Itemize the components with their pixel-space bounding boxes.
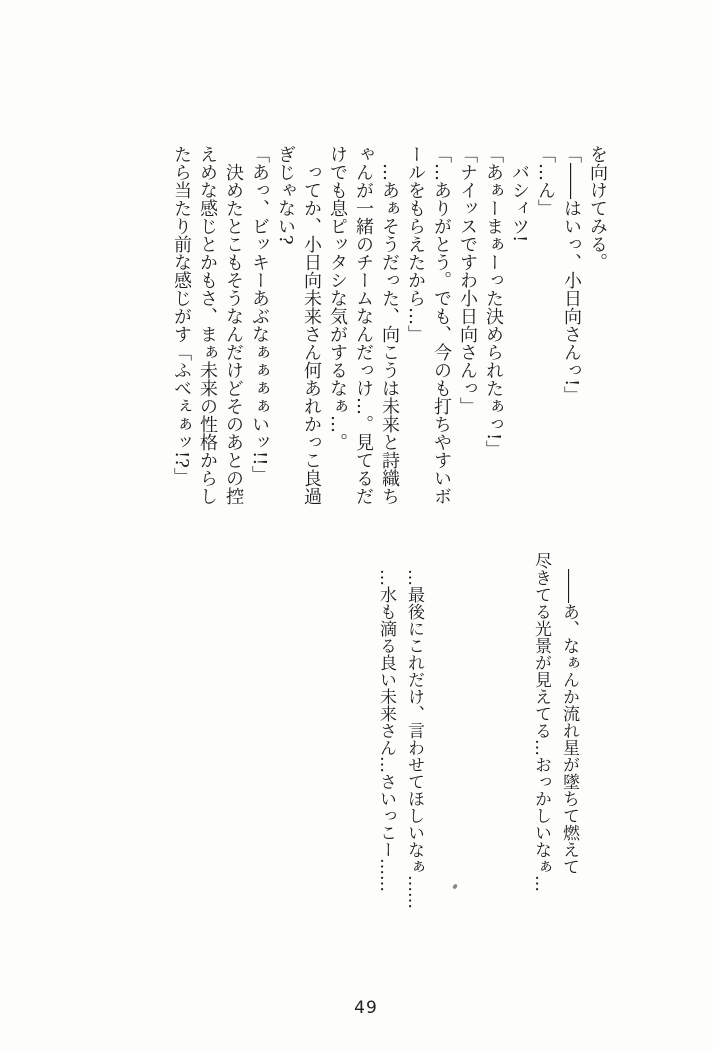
text-line: ――あ、なぁんか流れ星が墜ちて燃えて xyxy=(559,569,579,875)
text-line: …最後にこれだけ、言わせてほしいなぁ…… xyxy=(404,569,424,909)
top-text-block xyxy=(168,145,610,565)
text-line: ってか、小日向未来さん何あれかっこ良過 xyxy=(301,163,322,505)
text-line: を向けてみる。 xyxy=(587,145,608,271)
text-line: …あぁそうだった、向こうは未来と詩織ち xyxy=(379,163,400,505)
text-line: 決めたとこもそうなんだけどそのあとの控 xyxy=(223,163,244,505)
ink-speck xyxy=(452,883,457,889)
text-line: けでも息ピッタシな気がするなぁ…。 xyxy=(327,145,348,451)
text-line: ぎじゃない? xyxy=(275,145,296,245)
text-line: …水も滴る良い未来さん…さいっこー…… xyxy=(376,569,396,892)
text-line: たら当たり前な感じがす「ふべぇぁッ!?」 xyxy=(171,145,192,486)
monologue-block-left xyxy=(372,552,428,952)
text-line: えめな感じとかもさ、まぁ未来の性格からし xyxy=(197,145,218,505)
text-line: 「ナイッスですわ小日向さんっ」 xyxy=(457,145,478,415)
text-line: ゃんが一緒のチームなんだっけ…。見てるだ xyxy=(353,145,374,505)
text-line: 「あぁーまぁーった決められたぁっ!」 xyxy=(483,145,504,459)
text-line: バシィツ! xyxy=(509,163,530,243)
text-line: ールをもらえたから…」 xyxy=(405,145,426,343)
text-line: 「…ん」 xyxy=(535,145,556,217)
monologue-block-right xyxy=(527,552,583,952)
text-line: 尽きてる光景が見えてる…おっかしいなぁ… xyxy=(531,552,551,892)
text-line: 「…ありがとう。でも、今のも打ちやすいボ xyxy=(431,145,452,505)
text-line: 「あっ、ビッキーあぶなぁぁぁぁいッ!!」 xyxy=(249,145,270,484)
page-number: 49 xyxy=(354,998,378,1018)
text-line: 「――はいっ、小日向さんっ!」 xyxy=(561,145,582,405)
